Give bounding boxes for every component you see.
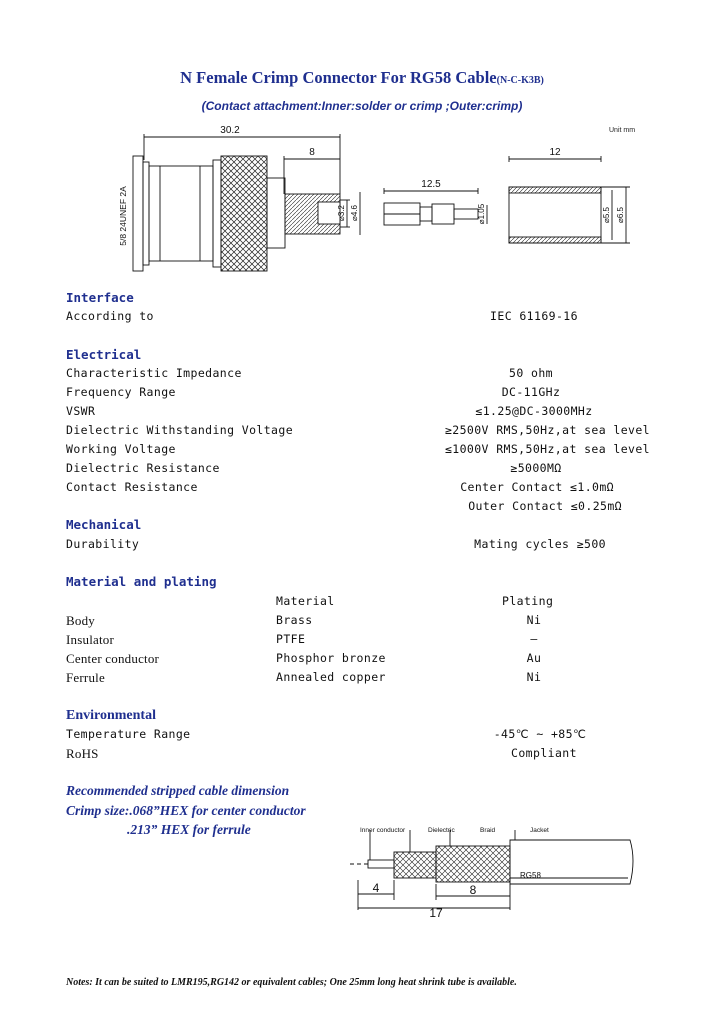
- dim-d1: ⌀3.2: [337, 205, 346, 221]
- section-material: Material and plating: [66, 574, 217, 589]
- spec-row: [66, 385, 666, 403]
- spec-label: Dielectric Resistance: [66, 461, 220, 475]
- spec-row: [66, 537, 666, 555]
- dim-pin-dia: ⌀1.05: [477, 203, 486, 225]
- part-material: Phosphor bronze: [276, 651, 386, 665]
- spec-value: ≥5000MΩ: [510, 461, 562, 475]
- connector-drawing: [0, 120, 724, 290]
- dim-ferrule-len: 8: [309, 147, 315, 158]
- dim-4: 4: [372, 881, 380, 895]
- spec-row: [66, 499, 666, 517]
- dim-17: 17: [429, 906, 443, 920]
- dim-d2: ⌀4.6: [350, 205, 359, 221]
- spec-label: Frequency Range: [66, 385, 176, 399]
- material-row: [66, 632, 666, 650]
- spec-row: [66, 309, 666, 327]
- material-row: [66, 651, 666, 669]
- spec-value: Outer Contact ≤0.25mΩ: [468, 499, 622, 513]
- spec-row: [66, 480, 666, 498]
- spec-row: [66, 442, 666, 460]
- part-material: Brass: [276, 613, 313, 627]
- spec-value: Center Contact ≤1.0mΩ: [460, 480, 614, 494]
- spec-row: [66, 727, 666, 745]
- dim-sleeve-len: 12: [549, 147, 561, 158]
- col-material: Material: [276, 594, 335, 608]
- part-name: Center conductor: [66, 651, 160, 666]
- part-plating: —: [530, 632, 538, 646]
- part-plating: Ni: [526, 613, 542, 627]
- spec-value: 50 ohm: [509, 366, 553, 380]
- spec-value: DC-11GHz: [501, 385, 561, 399]
- part-material: PTFE: [276, 632, 306, 646]
- part-plating: Ni: [526, 670, 542, 684]
- recommended-line-2: Crimp size:.068”HEX for center conductor: [66, 803, 306, 818]
- lbl-inner-conductor: Inner conductor: [360, 827, 406, 834]
- part-name: Body: [66, 613, 95, 628]
- spec-label: Temperature Range: [66, 727, 191, 741]
- lbl-dielectric: Dielectric: [428, 827, 455, 834]
- part-plating: Au: [526, 651, 542, 665]
- recommended-line-3: .213” HEX for ferrule: [127, 822, 251, 837]
- part-name: Ferrule: [66, 670, 105, 685]
- spec-row: [66, 423, 666, 441]
- cable-strip-drawing: [340, 820, 640, 920]
- spec-row: [66, 366, 666, 384]
- spec-label: Dielectric Withstanding Voltage: [66, 423, 294, 437]
- recommended-line-1: Recommended stripped cable dimension: [66, 783, 290, 798]
- spec-value: IEC 61169-16: [490, 309, 578, 323]
- part-name: Insulator: [66, 632, 115, 647]
- spec-row: [66, 404, 666, 422]
- cable-name: RG58: [520, 871, 541, 880]
- dim-sleeve-d1: ⌀5.5: [602, 207, 611, 223]
- spec-value: -45℃ ~ +85℃: [493, 727, 587, 741]
- dim-sleeve-d2: ⌀6.5: [616, 207, 625, 223]
- spec-label: Durability: [66, 537, 140, 551]
- spec-label: Characteristic Impedance: [66, 366, 242, 380]
- section-interface: Interface: [66, 290, 134, 305]
- spec-label: VSWR: [66, 404, 96, 418]
- spec-value: ≤1.25@DC-3000MHz: [475, 404, 593, 418]
- section-electrical: Electrical: [66, 347, 142, 362]
- part-material: Annealed copper: [276, 670, 386, 684]
- lbl-braid: Braid: [480, 827, 496, 834]
- col-plating: Plating: [502, 594, 554, 608]
- dim-8: 8: [469, 883, 477, 897]
- footer-notes: Notes: It can be suited to LMR195,RG142 or equivalent cables; One 25mm long heat shrink tube is available.: [66, 977, 517, 988]
- section-mechanical: Mechanical: [66, 517, 142, 532]
- lbl-jacket: Jacket: [530, 827, 549, 834]
- dim-pin-len: 12.5: [421, 179, 441, 190]
- material-row: [66, 670, 666, 688]
- dim-thread: 5/8 24UNEF 2A: [118, 186, 128, 246]
- title-main: N Female Crimp Connector For RG58 Cable: [180, 68, 497, 87]
- dim-overall: 30.2: [220, 125, 240, 136]
- spec-value: ≥2500V RMS,50Hz,at sea level: [444, 423, 650, 437]
- title-model: (N-C-K3B): [496, 75, 544, 86]
- spec-label: Working Voltage: [66, 442, 176, 456]
- page-title: [0, 68, 724, 88]
- section-environmental: Environmental: [66, 708, 156, 723]
- spec-value: Mating cycles ≥500: [474, 537, 606, 551]
- unit-label: Unit mm: [609, 127, 636, 134]
- material-row: [66, 613, 666, 631]
- spec-label: RoHS: [66, 746, 99, 761]
- page-subtitle: (Contact attachment:Inner:solder or crimp ;Outer:crimp): [201, 99, 523, 113]
- spec-label: According to: [66, 309, 154, 323]
- spec-label: Contact Resistance: [66, 480, 198, 494]
- spec-row: [66, 461, 666, 479]
- material-header-row: [66, 594, 666, 612]
- spec-row: [66, 746, 666, 764]
- spec-value: ≤1000V RMS,50Hz,at sea level: [444, 442, 650, 456]
- spec-value: Compliant: [511, 746, 577, 760]
